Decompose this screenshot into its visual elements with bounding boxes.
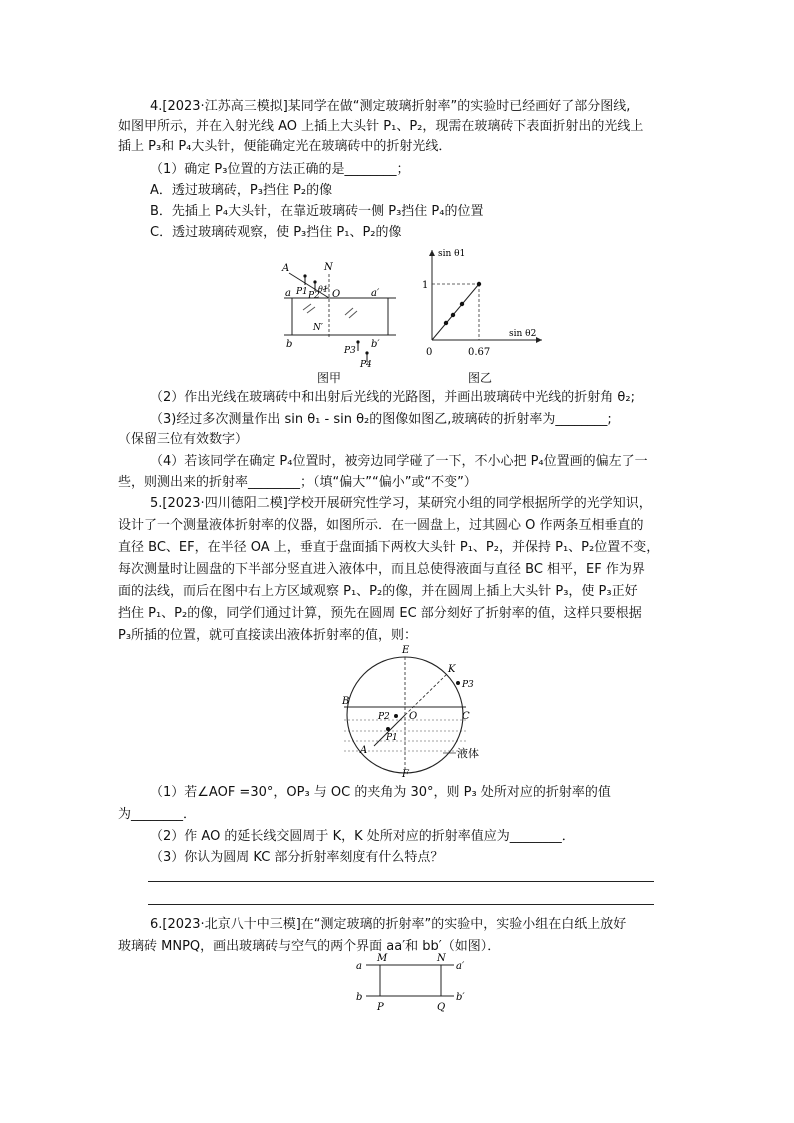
q5-sub-2: （2）作 AO 的延长线交圆周于 K，K 处所对应的折射率值应为________． [150, 829, 575, 844]
line-ok [405, 674, 447, 715]
label-b: b [356, 992, 363, 1003]
data-point [451, 313, 455, 317]
q4-option-c: C．透过玻璃砖观察，使 P₃挡住 P₁、P₂的像 [150, 225, 402, 240]
label-n: N [324, 262, 333, 273]
q4-sub-4-cont: 些，则测出来的折射率________；（填“偏大”“偏小”或“不变”） [118, 475, 477, 490]
data-point [460, 302, 464, 306]
origin-label: 0 [426, 347, 433, 358]
figure-jia [276, 256, 416, 376]
figure-glass-block [350, 950, 480, 1020]
label-liquid: 液体 [457, 747, 479, 760]
label-n: N [437, 953, 446, 964]
x-tick-067: 0.67 [468, 347, 491, 358]
q5-line-2: 设计了一个测量液体折射率的仪器，如图所示．在一圆盘上，过其圆心 O 作两条互相垂直的 [118, 518, 644, 533]
label-c: C [462, 711, 470, 722]
label-p3: P3 [344, 346, 356, 356]
label-p3: P3 [462, 680, 474, 690]
glass-hatch [345, 308, 353, 315]
label-b-prime: b′ [371, 339, 380, 350]
label-a: a [356, 961, 362, 972]
q5-sub-1: （1）若∠AOF =30°，OP₃ 与 OC 的夹角为 30°，则 P₃ 处所对应的折射率的值 [150, 785, 611, 800]
label-p2: P2 [378, 712, 390, 722]
figure-yi [412, 244, 552, 364]
label-a-prime: a′ [371, 288, 380, 299]
q4-option-b: B．先插上 P₄大头针，在靠近玻璃砖一侧 P₃挡住 P₄的位置 [150, 204, 484, 219]
label-a: a [285, 288, 291, 299]
data-point [477, 282, 481, 286]
x-axis-arrow [536, 337, 542, 343]
q6-line-1: 6.[2023·北京八十中三模]在“测定玻璃的折射率”的实验中，实验小组在白纸上放好 [150, 917, 627, 932]
label-b: B [342, 696, 350, 707]
q5-sub-3: （3）你认为圆周 KC 部分折射率刻度有什么特点？ [150, 850, 444, 865]
figure-jia-caption: 图甲 [317, 371, 342, 385]
figure-disc [338, 640, 498, 780]
label-theta1: θ1 [318, 285, 328, 294]
q5-line-5: 面的法线，而后在图中右上方区域观察 P₁、P₂的像，并在圆周上插上大头针 P₃，使 P₃正好 [118, 584, 638, 599]
pin-p1 [386, 727, 390, 731]
q5-line-3: 直径 BC、EF，在半径 OA 上，垂直于盘面插下两枚大头针 P₁、P₂，并保持 P₁、P₂位置不变， [118, 540, 660, 555]
label-a: A [360, 745, 368, 756]
y-axis-label: sin θ1 [438, 249, 466, 259]
glass-hatch [303, 304, 311, 310]
q4-line-3: 插上 P₃和 P₄大头针，便能确定光在玻璃砖中的折射光线． [118, 139, 452, 154]
label-p1: P1 [296, 287, 308, 297]
label-p4: P4 [360, 360, 372, 370]
label-n-prime: N′ [313, 323, 323, 333]
data-point [444, 321, 448, 325]
q6-line-2: 玻璃砖 MNPQ，画出玻璃砖与空气的两个界面 aa′和 bb′（如图）． [118, 939, 501, 954]
q5-line-7: P₃所插的位置，就可直接读出液体折射率的值，则： [118, 628, 418, 643]
q4-line-2: 如图甲所示，并在入射光线 AO 上插上大头针 P₁、P₂，现需在玻璃砖下表面折射出的光线上 [118, 119, 644, 134]
label-b-prime: b′ [456, 992, 465, 1003]
q5-line-4: 每次测量时让圆盘的下半部分竖直进入液体中，而且总使得液面与直径 BC 相平，EF 作为界 [118, 562, 645, 577]
q4-option-a: A．透过玻璃砖，P₃挡住 P₂的像 [150, 183, 333, 198]
q4-sub-3-note: （保留三位有效数字） [118, 432, 249, 447]
label-a-point: A [282, 263, 290, 274]
label-p1: P1 [386, 733, 398, 743]
answer-line [148, 904, 654, 905]
q5-sub-1-cont: 为________． [118, 807, 197, 822]
label-f: F [402, 769, 409, 780]
x-axis-label: sin θ2 [509, 329, 537, 339]
label-p: P [377, 1002, 384, 1013]
glass-hatch [307, 307, 315, 313]
pin-p3 [456, 681, 460, 685]
figure-yi-caption: 图乙 [468, 371, 493, 385]
fit-line [432, 284, 479, 340]
label-e: E [402, 645, 410, 656]
q4-sub-2: （2）作出光线在玻璃砖中和出射后光线的光路图，并画出玻璃砖中光线的折射角 θ₂; [150, 390, 635, 405]
label-p2: P2 [308, 291, 320, 301]
q5-line-6: 挡住 P₁、P₂的像，同学们通过计算，预先在圆周 EC 部分刻好了折射率的值，这样只要根据 [118, 606, 642, 621]
glass-hatch [349, 311, 357, 318]
q4-line-1: 4.[2023·江苏高三模拟]某同学在做“测定玻璃折射率”的实验时已经画好了部分图线, [150, 99, 631, 114]
answer-line [148, 881, 654, 882]
q4-sub-1: （1）确定 P₃位置的方法正确的是________； [150, 162, 410, 177]
label-k: K [448, 664, 456, 675]
y-axis-arrow [429, 250, 435, 256]
q4-sub-3: （3)经过多次测量作出 sin θ₁ - sin θ₂的图像如图乙,玻璃砖的折射率为________; [150, 412, 612, 427]
pin-p2 [394, 714, 398, 718]
label-o: O [332, 289, 341, 300]
label-a-prime: a′ [456, 961, 465, 972]
y-tick-1: 1 [422, 280, 429, 291]
label-q: Q [437, 1002, 446, 1013]
q5-line-1: 5.[2023·四川德阳二模]学校开展研究性学习，某研究小组的同学根据所学的光学知识， [150, 496, 652, 511]
label-b: b [286, 339, 293, 350]
q4-sub-4: （4）若该同学在确定 P₄位置时，被旁边同学碰了一下，不小心把 P₄位置画的偏左了一 [150, 454, 648, 469]
label-m: M [377, 953, 388, 964]
label-o: O [409, 711, 418, 722]
